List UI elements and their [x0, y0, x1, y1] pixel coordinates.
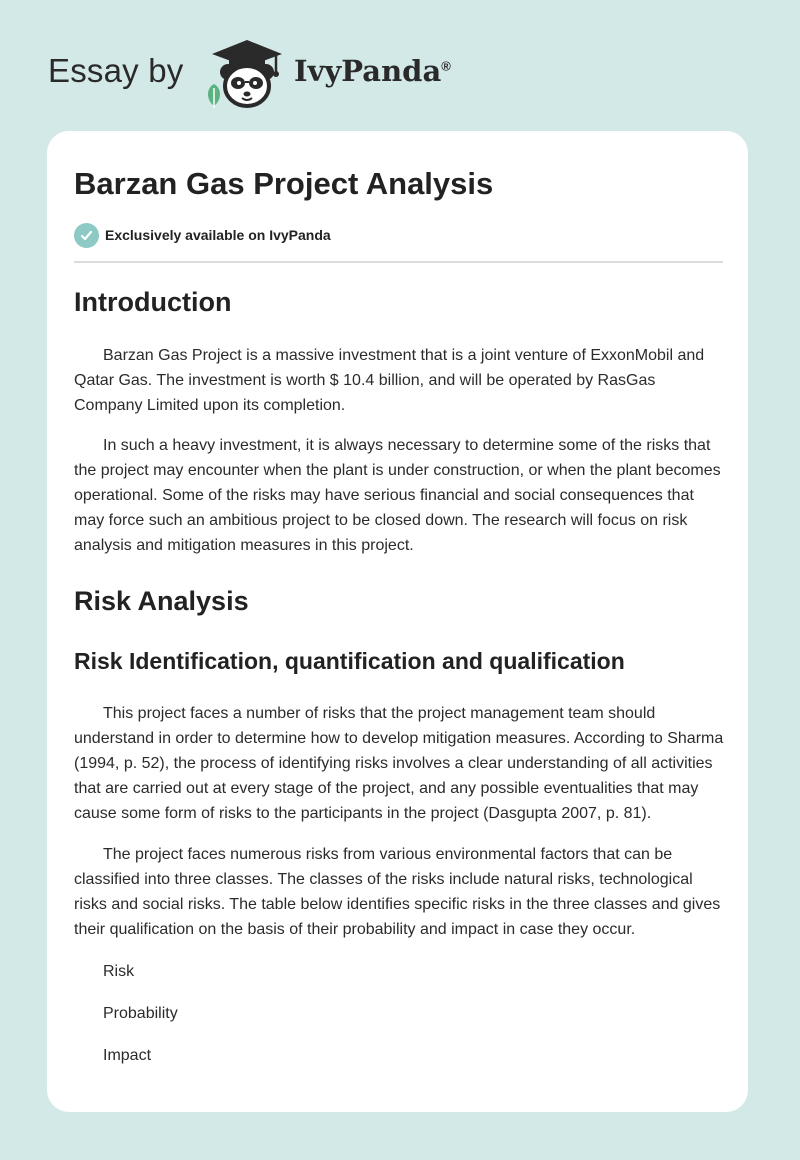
page-title: Barzan Gas Project Analysis	[74, 166, 494, 201]
panda-logo-icon[interactable]	[202, 34, 292, 110]
brand-name[interactable]: IvyPanda®	[294, 54, 451, 88]
brand-prefix: Essay by	[48, 52, 184, 89]
paragraph: The project faces numerous risks from various environmental factors that can be classified into three classes. The classes of the risks include natural risks, technological risks and social risks. The table below identifies specific risks in the three classes and gives their qualification on the basis of their probability and impact in case they occur.	[74, 846, 721, 938]
subsection-heading-risk-identification: Risk Identification, quantification and qualification	[74, 648, 625, 674]
essay-card	[47, 131, 748, 1112]
section-heading-introduction: Introduction	[74, 287, 232, 317]
check-circle-icon	[74, 223, 99, 248]
paragraph: This project faces a number of risks that the project management team should understand in order to determine how to develop mitigation measures. According to Sharma (1994, p. 52), the process of identifying risks involves a clear understanding of all activities that are carried out at every stage of the project, and any possible eventualities that may cause some form of risks to the participants in the project (Dasgupta 2007, p. 81).	[74, 705, 724, 822]
table-header-probability: Probability	[103, 1005, 178, 1022]
section-heading-risk-analysis: Risk Analysis	[74, 586, 249, 616]
exclusive-label: Exclusively available on IvyPanda	[105, 227, 331, 243]
paragraph: In such a heavy investment, it is always necessary to determine some of the risks that the project may encounter when the plant is under construction, or when the plant becomes operational. Some of the risks may have serious financial and social consequences that may force such an ambitious project to be closed down. The research will focus on risk analysis and mitigation measures in this project.	[74, 437, 721, 554]
exclusive-badge	[74, 222, 331, 248]
essay-body	[74, 281, 724, 1068]
table-header-impact: Impact	[103, 1047, 152, 1064]
site-header	[48, 34, 468, 110]
divider	[74, 261, 723, 263]
paragraph: Barzan Gas Project is a massive investment that is a joint venture of ExxonMobil and Qatar Gas. The investment is worth $ 10.4 billion, and will be operated by RasGas Company Limited upon its completion.	[74, 347, 705, 414]
table-header-risk: Risk	[103, 963, 135, 980]
registered-mark: ®	[441, 58, 451, 74]
